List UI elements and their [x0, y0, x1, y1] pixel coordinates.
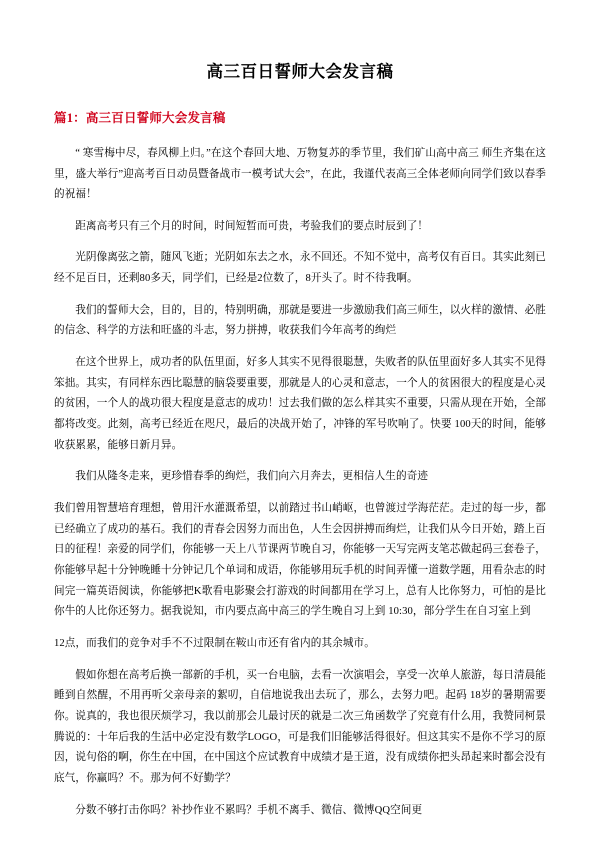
- paragraph: 12点，而我们的竞争对手不不过限制在鞍山市还有省内的其余城市。: [54, 637, 375, 649]
- paragraph: 在这个世界上，成功者的队伍里面，好多人其实不见得很聪慧，失败者的队伍里面好多人其实不见得笨拙。其实，有同样东西比聪慧的脑袋要重要，那就是人的心灵和意志，一个人的贫困很大的程度是心灵的贫困，一个人的战功很大程度是意志的成功！过去我们做的怎么样其实不重要，只需从现在开始，全部都将改变。此刻，高考已经近在咫尺，最后的决战开始了，冲锋的军号吹响了。快要 100天的时间，能够收获累累，能够日新月异。: [54, 357, 546, 451]
- paragraph: 假如你想在高考后换一部新的手机，买一台电脑，去看一次演唱会，享受一次单人旅游，每日清晨能睡到自然醒，不用再听父亲母亲的絮叨，自信地说我出去玩了，那么，去努力吧。起码 18岁的暑期需要你。说真的，我也很厌烦学习，我以前那会儿最讨厌的就是二次三角函数学了究竟有什么用，我赞同柯景腾说的：十年后我的生活中必定没有数学LOGO，可是我们旧能够活得很好。但这其实不是你不学习的原因，说句俗的啊，你生在中国，在中国这个应试教育中成绩才是王道，没有成绩你把头昂起来时都会没有底气，你赢吗？不。那为何不好勤学？: [54, 669, 546, 784]
- paragraph: 我们从隆冬走来，更珍惜春季的绚烂，我们向六月奔去，更相信人生的奇迹: [75, 471, 429, 483]
- paragraph: 我们曾用智慧培育理想，曾用汗水灌溉希望，以前踏过书山峭岖，也曾渡过学海茫茫。走过的每一步，都已经确立了成功的基石。我们的青春会因努力而出色，人生会因拼搏而绚烂，让我们从今日开始，踏上百日的征程！亲爱的同学们，你能够一天上八节课两节晚自习，你能够一天写完两支笔芯做起码三套卷子，你能够早起十分钟晚睡十分钟记几个单词和成语，你能够用玩手机的时间弄懂一道数学题，用看杂志的时间完一篇英语阅读，你能够把K歌看电影聚会打游戏的时间都用在学习上，总有人比你努力，可怕的是比你牛的人比你还努力。据我说知，市内要点高中高三的学生晚自习上到 10:30，部分学生在自习室上到: [54, 503, 546, 618]
- paragraph: 分数不够打击你吗？补抄作业不累吗？手机不离手、微信、微博QQ空间更: [75, 804, 423, 816]
- document-body: [54, 144, 546, 821]
- page-title: 高三百日誓师大会发言稿: [206, 62, 394, 81]
- paragraph: 光阴像离弦之箭，随风飞逝；光阴如东去之水，永不回还。不知不觉中，高考仅有百日。其实此刻已经不足百日，还剩80多天，同学们，已经是2位数了，8开头了。时不待我啊。: [54, 252, 546, 285]
- section-heading: 篇1：高三百日誓师大会发言稿: [54, 111, 226, 126]
- paragraph: 距离高考只有三个月的时间，时间短暂而可贵，考验我们的要点时辰到了！: [75, 220, 429, 232]
- paragraph: “ 寒雪梅中尽，春风柳上归。”在这个春回大地、万物复苏的季节里，我们矿山高中高三 师生齐集在这里，盛大举行”迎高考百日动员暨备战市一模考试大会”，在此，我谨代表高三全体老师向同学们致以春季的祝福！: [54, 147, 546, 201]
- paragraph: 我们的誓师大会，目的，目的，特别明确，那就是要进一步激励我们高三师生，以火样的激情、必胜的信念、科学的方法和旺盛的斗志，努力拼搏，收获我们今年高考的绚烂: [54, 304, 546, 337]
